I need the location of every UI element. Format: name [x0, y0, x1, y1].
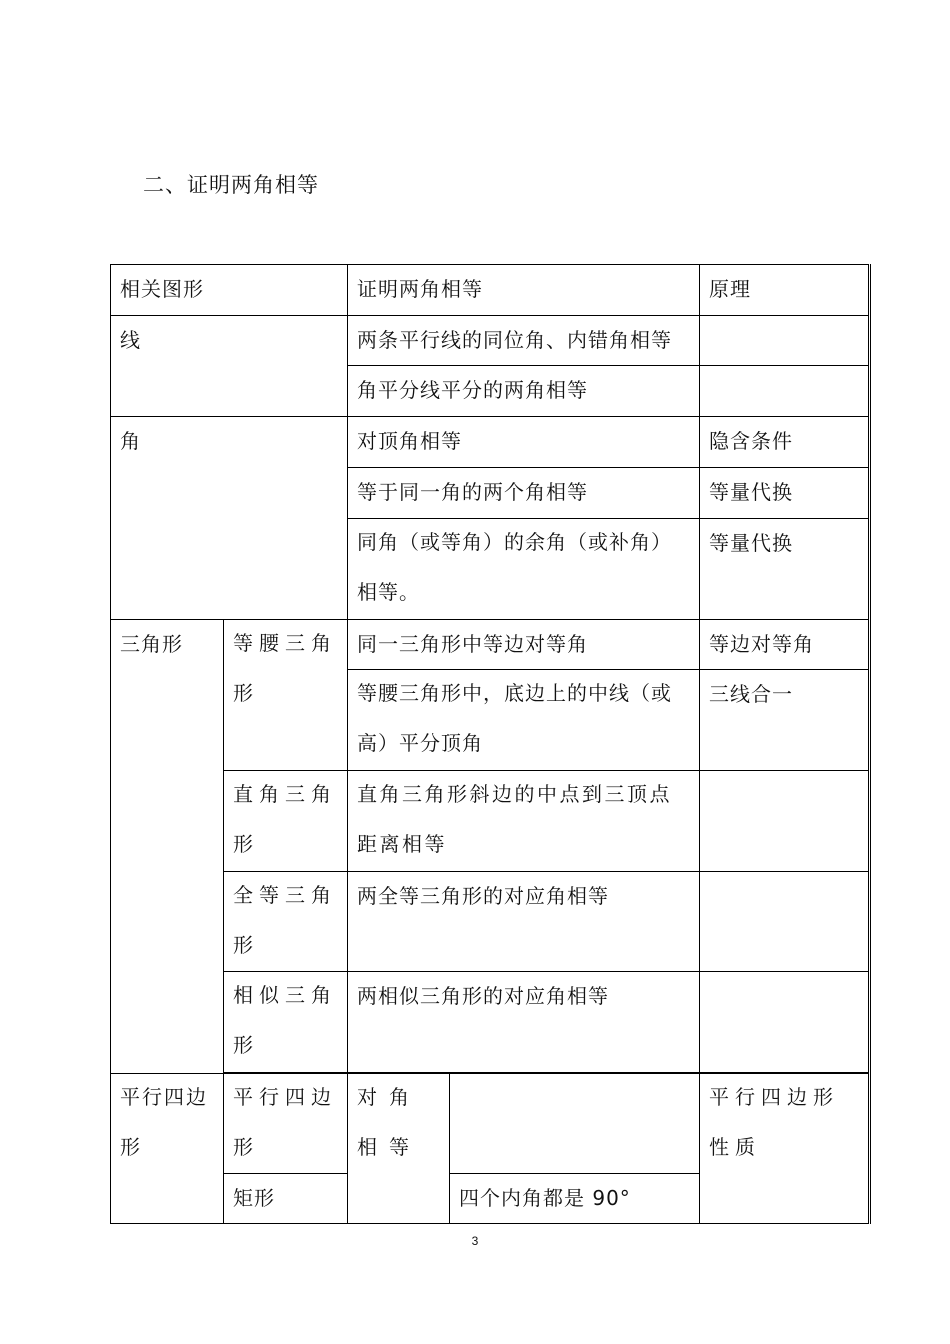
cell-principle: 等边对等角: [700, 620, 870, 670]
cell-principle: [700, 972, 870, 1073]
table-header-row: [111, 265, 870, 316]
cell-principle: [700, 771, 870, 872]
cell-text: 平行四边形: [233, 1085, 337, 1159]
cell-text: 平行四边形性质: [709, 1085, 839, 1159]
section-heading: 二、证明两角相等: [143, 173, 319, 197]
cell-text: 等腰三角形: [233, 631, 337, 705]
category-angle: 角: [111, 417, 348, 620]
cell-principle: 等量代换: [700, 468, 870, 519]
category-parallelogram: [111, 1074, 224, 1224]
table-row: [111, 620, 870, 670]
cell-text: 平行四边形: [120, 1085, 208, 1159]
sub-isosceles: [224, 620, 348, 771]
table-row: [111, 417, 870, 468]
cell-content: [348, 771, 700, 872]
cell-principle: 三线合一: [700, 670, 870, 771]
cell-text: 等腰三角形中，底边上的中线（或高）平分顶角: [357, 681, 672, 755]
table-row: [111, 1074, 870, 1174]
header-principle: 原理: [700, 265, 870, 316]
category-triangle: 三角形: [111, 620, 224, 1074]
cell-principle: 等量代换: [700, 519, 870, 620]
sub-parallelogram: [224, 1074, 348, 1174]
sub-right-triangle: [224, 771, 348, 872]
cell-text: 相似三角形: [233, 983, 337, 1057]
cell-text: 直角三角形斜边的中点到三顶点距离相等: [357, 782, 672, 856]
cell-principle: [700, 316, 870, 366]
cell-principle: [700, 366, 870, 417]
cell-principle: 隐含条件: [700, 417, 870, 468]
cell-content: 角平分线平分的两角相等: [348, 366, 700, 417]
table-row: [111, 316, 870, 366]
category-line: 线: [111, 316, 348, 417]
cell-shared: [348, 1074, 450, 1224]
proof-table: [110, 264, 871, 1224]
table-row: [111, 872, 870, 972]
cell-content: 同一三角形中等边对等角: [348, 620, 700, 670]
page-number: 3: [471, 1234, 479, 1248]
cell-text: 同角（或等角）的余角（或补角）相等。: [357, 530, 672, 604]
cell-content: [450, 1074, 700, 1174]
cell-content: 两全等三角形的对应角相等: [348, 872, 700, 972]
sub-congruent-triangle: [224, 872, 348, 972]
cell-content: 对顶角相等: [348, 417, 700, 468]
table-row: [111, 771, 870, 872]
table-row: [111, 972, 870, 1073]
cell-content: [348, 519, 700, 620]
cell-text: 对角相等: [357, 1085, 421, 1159]
header-proof: 证明两角相等: [348, 265, 700, 316]
header-related-figure: 相关图形: [111, 265, 348, 316]
cell-content: 等于同一角的两个角相等: [348, 468, 700, 519]
sub-rectangle: 矩形: [224, 1174, 348, 1224]
cell-content: 四个内角都是 90°: [450, 1174, 700, 1224]
cell-content: [348, 670, 700, 771]
cell-text: 直角三角形: [233, 782, 337, 856]
cell-content: 两条平行线的同位角、内错角相等: [348, 316, 700, 366]
cell-principle: [700, 1074, 870, 1224]
sub-similar-triangle: [224, 972, 348, 1073]
cell-content: 两相似三角形的对应角相等: [348, 972, 700, 1073]
cell-principle: [700, 872, 870, 972]
cell-text: 全等三角形: [233, 883, 337, 957]
